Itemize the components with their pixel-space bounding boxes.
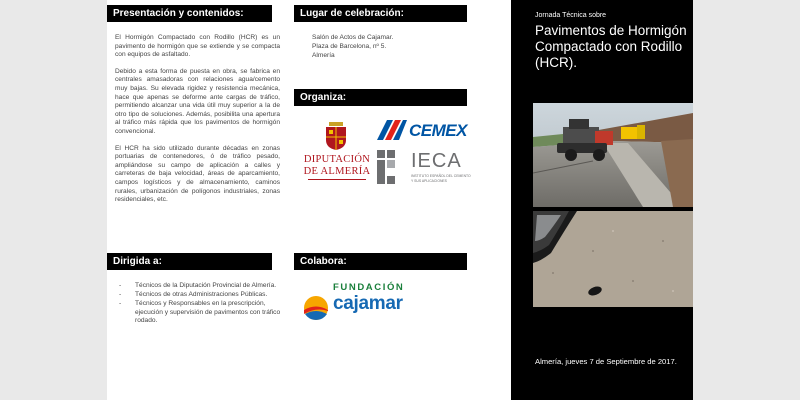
venue-line-2: Plaza de Barcelona, nº 5. [312,42,387,50]
ieca-wordmark: IECA [411,150,462,172]
cover-panel [511,0,693,400]
diputacion-almeria-logo [302,122,372,184]
ieca-symbol-icon [377,150,407,184]
coat-of-arms-icon [324,122,348,150]
event-date: Almería, jueves 7 de Septiembre de 2017. [535,357,677,366]
venue-line-1: Salón de Actos de Cajamar. [312,34,394,41]
venue-line-3: Almería [312,51,335,59]
section-header-collaborators: Colabora: [294,253,467,270]
venue-address [312,34,393,60]
presentation-paragraph-2: Debido a esta forma de puesta en obra, se fabrica en centrales amasadoras con relaciones agua/cemento muy bajas. Su elevada rigidez y resistencia mecánica, hace que apenas se deforme ante cargas de tráfico, permitiendo alcanzar una vida útil muy superior a la de otro tipo de soluciones. Además, posibilita una apertura al tráfico más rápida que los pavimentos de hormigón convencional. [115,67,280,135]
presentation-text [115,34,280,213]
ieca-subtitle-1: INSTITUTO ESPAÑOL DEL CEMENTO [411,174,471,178]
concrete-surface-photo [533,211,693,307]
ieca-subtitle-2: Y SUS APLICACIONES [411,179,447,183]
audience-item-1: - Técnicos de la Diputación Provincial de Almería. [117,282,282,291]
section-header-audience: Dirigida a: [107,253,272,270]
cajamar-wordmark: cajamar [333,293,403,314]
cover-kicker: Jornada Técnica sobre [535,12,607,19]
presentation-paragraph-1: El Hormigón Compactado con Rodillo (HCR) es un pavimento de hormigón que se extiende y se compacta con equipos de asfaltado. [115,34,280,59]
section-header-venue: Lugar de celebración: [294,5,467,22]
audience-list [117,282,282,326]
cemex-logo [377,118,469,142]
cemex-wordmark: CEMEX [409,121,467,140]
fundacion-cajamar-logo [303,282,415,324]
presentation-paragraph-3: El HCR ha sido utilizado durante décadas en zonas portuarias de contenedores, ó de tráfico pesado, ampliándose su campo de aplicación a calles y carreteras de baja velocidad, áreas de aparcamiento, campos logísticos y de almacenamiento, caminos rurales, urbanización de polígonos industriales, zonas residenciales, etc. [115,144,280,204]
cover-title: Pavimentos de Hormigón Compactado con Rodillo (HCR). [535,23,687,70]
concrete-surface-image [533,211,693,307]
cajamar-sun-icon [303,295,329,321]
audience-item-3: - Técnicos y Responsables en la prescripción, ejecución y supervisión de pavimentos con tráfico rodado. [117,300,282,326]
cemex-symbol-icon [377,120,407,140]
road-paving-image [533,103,693,207]
diputacion-line-1: DIPUTACIÓN [303,154,371,165]
audience-item-2: - Técnicos de otras Administraciones Públicas. [117,291,282,300]
diputacion-line-2: DE ALMERÍA [303,166,371,177]
fundacion-wordmark: FUNDACIÓN [333,282,405,293]
road-paving-photo [533,103,693,207]
ieca-logo [377,150,469,188]
section-header-organizers: Organiza: [294,89,467,106]
section-header-presentation: Presentación y contenidos: [107,5,272,22]
